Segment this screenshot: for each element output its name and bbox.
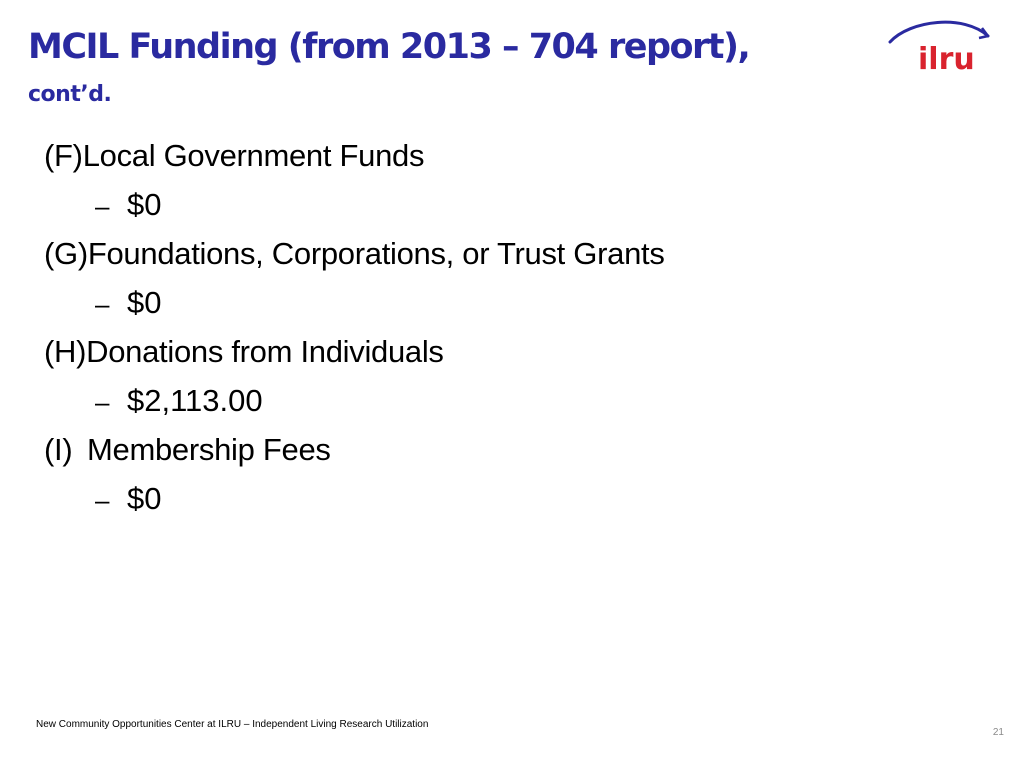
list-item (44, 232, 944, 330)
slide-subtitle: cont’d. (28, 82, 112, 107)
ilru-logo (884, 16, 994, 76)
item-label: Membership Fees (87, 432, 331, 467)
footer: New Community Opportunities Center at ILRU – Independent Living Research Utilization (36, 719, 429, 730)
item-value: $0 (127, 481, 162, 516)
dash-bullet: – (95, 387, 110, 417)
item-label: Local Government Funds (82, 138, 425, 173)
list-item (44, 134, 944, 232)
item-marker: (G) (44, 236, 88, 271)
item-label: Donations from Individuals (86, 334, 444, 369)
dash-bullet: – (95, 289, 110, 319)
dash-bullet: – (95, 485, 110, 515)
item-value: $0 (127, 285, 162, 320)
item-label: Foundations, Corporations, or Trust Grants (87, 236, 665, 271)
item-marker: (I) (44, 432, 73, 467)
list-item (44, 428, 944, 526)
item-value: $0 (127, 187, 162, 222)
logo-text: ilru (918, 42, 975, 76)
page-number: 21 (992, 727, 1004, 738)
funding-list (44, 134, 944, 526)
slide-title: MCIL Funding (from 2013 – 704 report), (28, 27, 750, 67)
item-marker: (F) (44, 138, 83, 173)
item-value: $2,113.00 (127, 383, 263, 418)
list-item (44, 330, 944, 428)
item-marker: (H) (44, 334, 87, 369)
dash-bullet: – (95, 191, 110, 221)
